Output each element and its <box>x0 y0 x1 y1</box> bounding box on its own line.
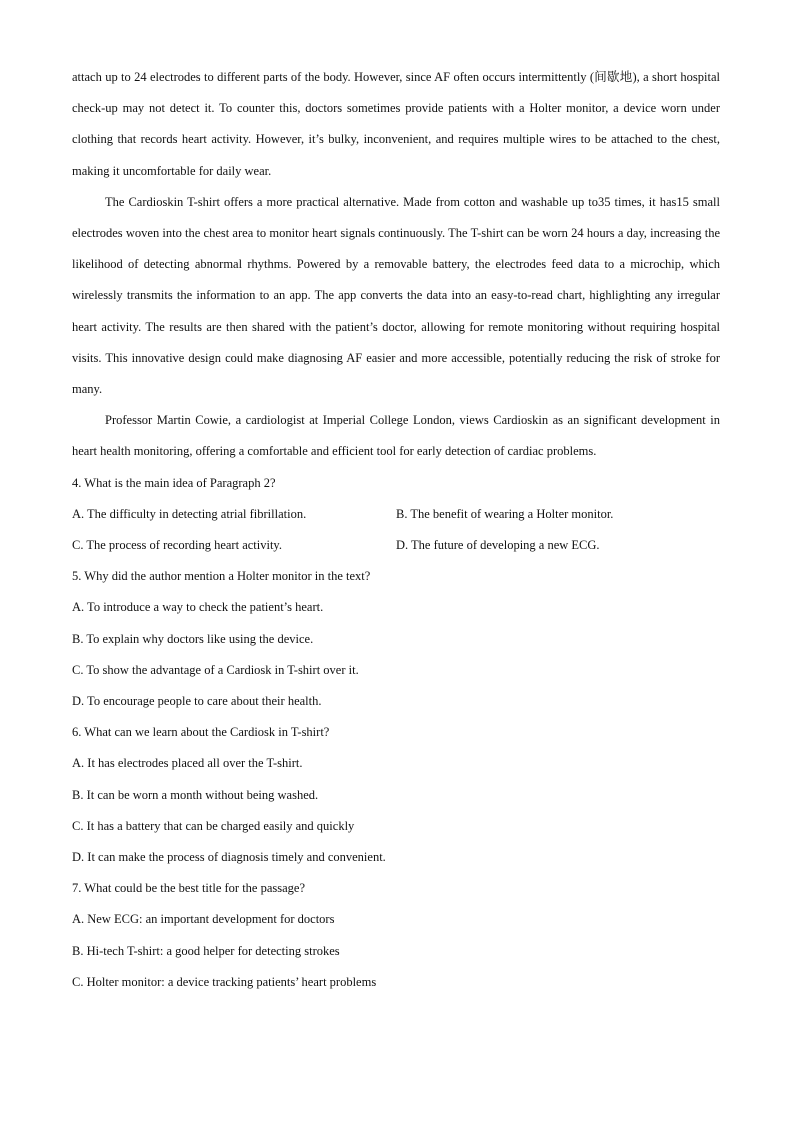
question-4-option-b: B. The benefit of wearing a Holter monitor. <box>396 506 614 521</box>
question-6-stem: 6. What can we learn about the Cardiosk in T-shirt? <box>72 725 330 740</box>
question-5-option-d: D. To encourage people to care about their health. <box>72 694 322 709</box>
question-6-option-d: D. It can make the process of diagnosis timely and convenient. <box>72 850 386 865</box>
passage-paragraph-1: attach up to 24 electrodes to different parts of the body. However, since AF often occurs intermittently (间歇地), a short hospital check-up may not detect it. To counter this, doctors sometimes provide patients with a Holter monitor, a device worn under clothing that records heart activity. However, it’s bulky, inconvenient, and requires multiple wires to be attached to the chest, making it uncomfortable for daily wear. <box>72 70 720 178</box>
question-7-option-a: A. New ECG: an important development for doctors <box>72 912 335 927</box>
question-6 <box>72 717 720 873</box>
question-6-option-c: C. It has a battery that can be charged easily and quickly <box>72 818 355 833</box>
question-4-stem: 4. What is the main idea of Paragraph 2? <box>72 475 276 490</box>
document-content <box>72 62 720 998</box>
question-5-option-c: C. To show the advantage of a Cardiosk in T-shirt over it. <box>72 662 359 677</box>
question-6-option-b: B. It can be worn a month without being washed. <box>72 787 319 802</box>
question-5 <box>72 561 720 717</box>
question-4 <box>72 468 720 562</box>
question-4-option-a: A. The difficulty in detecting atrial fibrillation. <box>72 506 307 521</box>
question-7 <box>72 873 720 998</box>
question-6-option-a: A. It has electrodes placed all over the T-shirt. <box>72 756 303 771</box>
question-5-option-a: A. To introduce a way to check the patient’s heart. <box>72 600 324 615</box>
question-5-stem: 5. Why did the author mention a Holter monitor in the text? <box>72 569 371 584</box>
question-5-option-b: B. To explain why doctors like using the device. <box>72 631 314 646</box>
question-7-option-c: C. Holter monitor: a device tracking patients’ heart problems <box>72 974 377 989</box>
passage-paragraph-2: The Cardioskin T-shirt offers a more practical alternative. Made from cotton and washable up to35 times, it has15 small electrodes woven into the chest area to monitor heart signals continuously. The T-shirt can be worn 24 hours a day, increasing the likelihood of detecting abnormal rhythms. Powered by a removable battery, the electrodes feed data to a microchip, which wirelessly transmits the information to an app. The app converts the data into an easy-to-read chart, highlighting any irregular heart activity. The results are then shared with the patient’s doctor, allowing for remote monitoring without requiring hospital visits. This innovative design could make diagnosing AF easier and more accessible, potentially reducing the risk of stroke for many. <box>72 194 720 397</box>
question-4-options-row-2 <box>72 530 720 561</box>
passage-paragraph-3: Professor Martin Cowie, a cardiologist at Imperial College London, views Cardioskin as an significant development in heart health monitoring, offering a comfortable and efficient tool for early detection of cardiac problems. <box>72 413 720 459</box>
question-7-option-b: B. Hi-tech T-shirt: a good helper for detecting strokes <box>72 943 340 958</box>
question-4-option-d: D. The future of developing a new ECG. <box>396 538 600 553</box>
question-7-stem: 7. What could be the best title for the passage? <box>72 881 306 896</box>
question-4-option-c: C. The process of recording heart activity. <box>72 538 282 553</box>
question-4-options-row-1 <box>72 499 720 530</box>
